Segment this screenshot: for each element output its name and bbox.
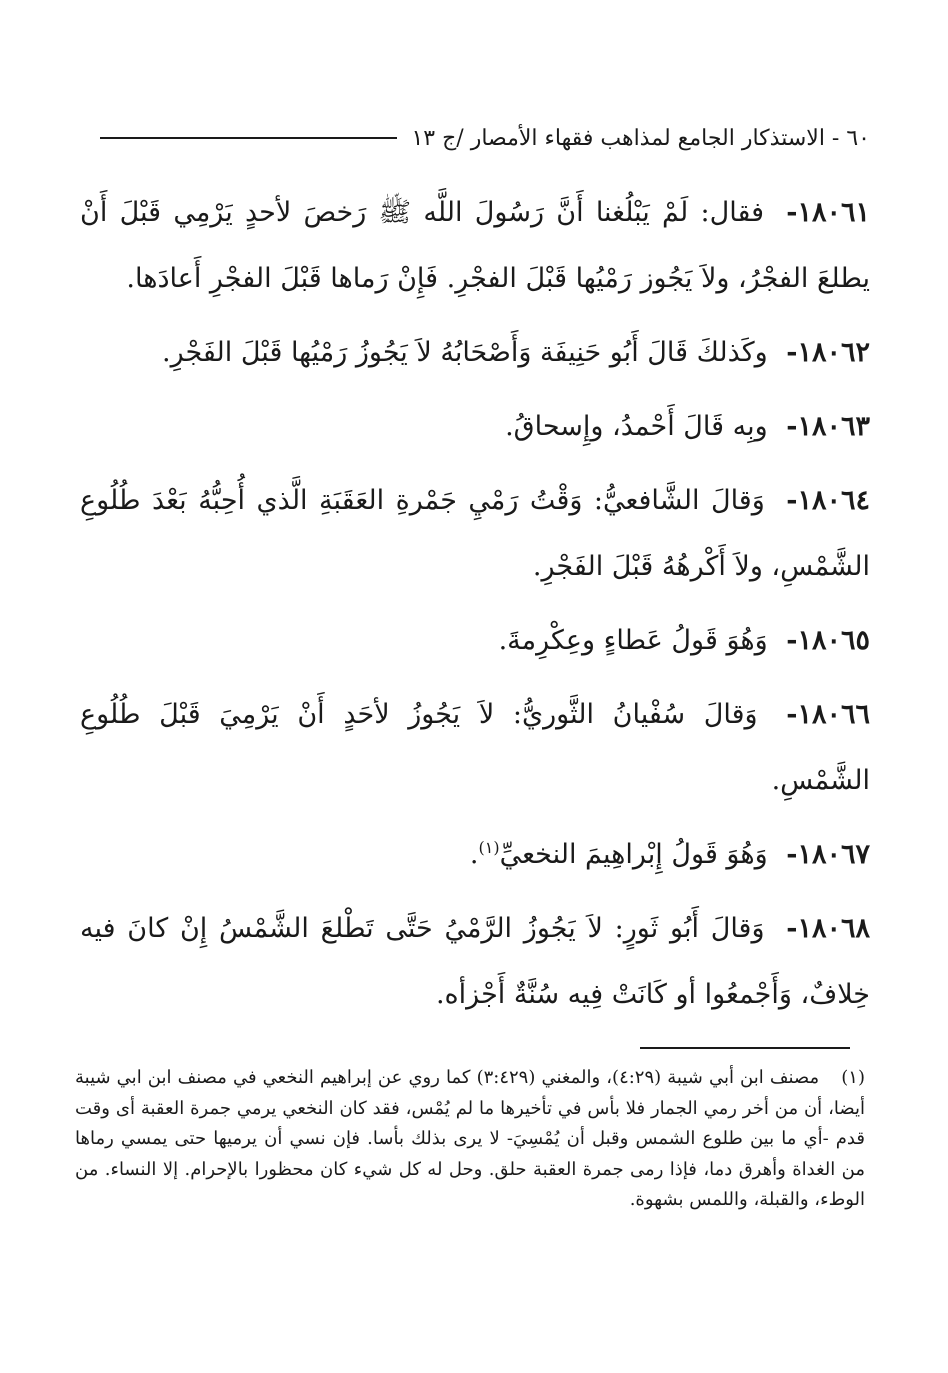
paragraph-number: ١٨٠٦١-	[786, 197, 870, 228]
paragraph-text: وكَذلكَ قَالَ أَبُو حَنِيفَة وَأَصْحَابُهُ لاَ يَجُوزُ رَمْيُها قَبْلَ الفَجْرِ.	[161, 337, 768, 368]
paragraph-number: ١٨٠٦٣-	[786, 411, 870, 442]
footnote-separator	[640, 1047, 850, 1049]
paragraph-text: وَقالَ سُفْيانُ الثَّوريُّ: لاَ يَجُوزُ لأحَدٍ أَنْ يَرْمِيَ قَبْلَ طُلُوعِ الشَّمْسِ.	[80, 699, 870, 796]
paragraph-number: ١٨٠٦٦-	[786, 699, 870, 730]
footnote-1	[75, 1063, 865, 1216]
paragraph-number: ١٨٠٦٥-	[786, 625, 870, 656]
running-title: ٦٠ - الاستذكار الجامع لمذاهب فقهاء الأمصار /ج ١٣	[411, 125, 870, 151]
paragraph-number: ١٨٠٦٤-	[786, 485, 870, 516]
running-header	[100, 118, 870, 158]
paragraph-18062	[80, 320, 870, 386]
paragraph-18067	[80, 822, 870, 888]
paragraph-text: وبِه قَالَ أَحْمدُ، وإِسحاقُ.	[505, 411, 768, 442]
footnote-text: مصنف ابن أبي شيبة (٤:٢٩)، والمغني (٣:٤٢٩) كما روي عن إبراهيم النخعي في مصنف ابن ابي شيبة أيضا، أن من أخر رمي الجمار فلا بأس في تأخيرها ما لم يُمْس، فقد كان النخعي يرمي جمرة العقبة أى وقت قدم -أي ما بين طلوع الشمس وقبل أن يُمْسِيَ- لا يرى بذلك بأسا. فإن نسي أن يرميها حتى يمسي رماها من الغداة وأهرق دما، فإذا رمى جمرة العقبة حلق. وحل له كل شيء كان محظورا بالإحرام. إلا النساء. من الوطء، والقبلة، واللمس بشهوة.	[75, 1067, 865, 1210]
paragraph-text: وَقالَ أَبُو ثَورٍ: لاَ يَجُوزُ الرَّمْيُ حَتَّى تَطْلعَ الشَّمْسُ إِنْ كانَ فيه خِلافٌ، وَأَجْمعُوا أو كَانَتْ فِيه سُنَّةٌ أَجْزأه.	[80, 913, 870, 1010]
header-rule	[100, 137, 397, 139]
paragraph-number: ١٨٠٦٧-	[786, 839, 870, 870]
paragraph-number: ١٨٠٦٢-	[786, 337, 870, 368]
footnote-reference[interactable]: (١)	[478, 838, 500, 857]
paragraph-18061	[80, 180, 870, 312]
paragraph-18064	[80, 468, 870, 600]
paragraph-18066	[80, 682, 870, 814]
main-text	[80, 180, 870, 1036]
paragraph-text: وَقالَ الشَّافعيُّ: وَقْتُ رَمْيِ جَمْرةِ العَقَبَةِ الَّذي أُحِبُّهُ بَعْدَ طُلُوعِ الشَّمْسِ، ولاَ أَكْرهُهُ قَبْلَ الفَجْرِ.	[80, 485, 870, 582]
paragraph-tail: .	[469, 839, 479, 870]
paragraph-text: وَهُوَ قَولُ عَطاءٍ وعِكْرِمةَ.	[498, 625, 768, 656]
paragraph-18068	[80, 896, 870, 1028]
footnote-number: (١)	[841, 1067, 865, 1088]
paragraph-text: فقال: لَمْ يَبْلُغنا أَنَّ رَسُولَ اللَّه ﷺ رَخصَ لأحدٍ يَرْمِي قَبْلَ أَنْ يطلعَ الفجْرُ، ولاَ يَجُوز رَمْيُها قَبْلَ الفجْرِ. فَإِنْ رَماها قَبْلَ الفجْرِ أَعادَها.	[80, 197, 870, 294]
paragraph-number: ١٨٠٦٨-	[786, 913, 870, 944]
paragraph-text: وَهُوَ قَولُ إِبْراهِيمَ النخعيِّ	[499, 839, 768, 870]
paragraph-18065	[80, 608, 870, 674]
paragraph-18063	[80, 394, 870, 460]
